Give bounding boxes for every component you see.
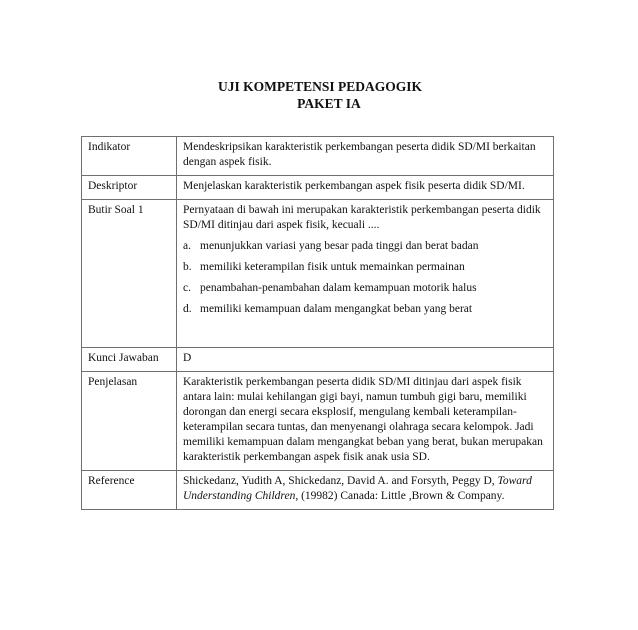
row-label: Butir Soal 1 [82, 200, 177, 348]
row-label: Indikator [82, 137, 177, 176]
row-label: Reference [82, 471, 177, 510]
reference-citation [177, 471, 554, 510]
option-text: memiliki keterampilan fisik untuk memainkan permainan [200, 261, 465, 273]
table-row-indikator [82, 137, 554, 176]
question-text: Pernyataan di bawah ini merupakan karakteristik perkembangan peserta didik SD/MI ditinjau dari aspek fisik, kecuali .... [183, 204, 541, 231]
option-text: memiliki kemampuan dalam mengangkat beban yang berat [200, 303, 473, 315]
answer-option-b [183, 260, 547, 275]
answer-option-a [183, 239, 547, 254]
question-table [81, 136, 554, 510]
row-label: Penjelasan [82, 372, 177, 471]
table-row-penjelasan [82, 372, 554, 471]
row-label: Kunci Jawaban [82, 348, 177, 372]
reference-authors: Shickedanz, Yudith A, Shickedanz, David A. and Forsyth, Peggy D, [183, 475, 498, 487]
answer-option-d [183, 302, 547, 317]
document-title: UJI KOMPETENSI PEDAGOGIK [217, 79, 423, 94]
row-content: Menjelaskan karakteristik perkembangan aspek fisik peserta didik SD/MI. [177, 176, 554, 200]
option-letter: a. [183, 240, 191, 252]
option-text: menunjukkan variasi yang besar pada tinggi dan berat badan [200, 240, 479, 252]
option-letter: b. [183, 261, 192, 273]
option-letter: d. [183, 303, 192, 315]
row-label: Deskriptor [82, 176, 177, 200]
document-title-block [0, 78, 638, 112]
document-subtitle: PAKET IA [297, 96, 361, 111]
table-row-deskriptor [82, 176, 554, 200]
reference-book-title: Toward Understanding Children [183, 475, 532, 502]
answer-key: D [177, 348, 554, 372]
table-row-reference [82, 471, 554, 510]
table-row-kunci-jawaban [82, 348, 554, 372]
answer-option-c [183, 281, 547, 296]
table-row-butir-soal [82, 200, 554, 348]
reference-publication: , (19982) Canada: Little ,Brown & Company. [295, 490, 505, 502]
row-content: Mendeskripsikan karakteristik perkembangan peserta didik SD/MI berkaitan dengan aspek fisik. [177, 137, 554, 176]
explanation-text: Karakteristik perkembangan peserta didik SD/MI ditinjau dari aspek fisik antara lain: mulai kehilangan gigi bayi, namun tumbuh gigi baru, memiliki dorongan dan energi secara eksplosif, mengulang kembali keterampilan-keterampilan secara tuntas, dan menyenangi olahraga secara kelompok. Jadi memiliki kemampuan dalam mengangkat beban yang berat, bukan merupakan karakteristik perkembangan aspek fisik anak usia SD. [177, 372, 554, 471]
row-content [177, 200, 554, 348]
option-text: penambahan-penambahan dalam kemampuan motorik halus [200, 282, 477, 294]
option-letter: c. [183, 282, 191, 294]
answer-options [183, 239, 547, 317]
